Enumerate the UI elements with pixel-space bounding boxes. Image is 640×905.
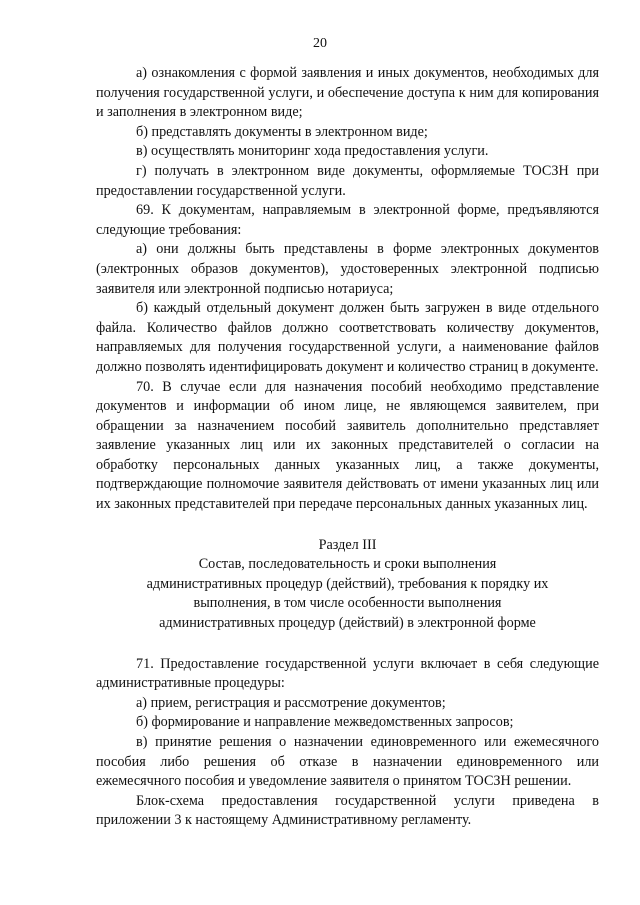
section-subtitle-line: Состав, последовательность и сроки выполнения — [198, 556, 497, 573]
paragraph-block-scheme: Блок-схема предоставления государственной услуги приведена в приложении 3 к настоящему Административному регламенту. — [96, 792, 599, 829]
section-subtitle-line: административных процедур (действий) в электронной форме — [159, 615, 536, 632]
section-title: Раздел III — [318, 536, 377, 553]
section-subtitle-line: выполнения, в том числе особенности выполнения — [193, 595, 502, 612]
body-text — [96, 64, 599, 831]
paragraph-69: 69. К документам, направляемым в электронной форме, предъявляются следующие требования: — [96, 202, 599, 238]
paragraph-item-b-submit-docs: б) представлять документы в электронном виде; — [136, 123, 428, 140]
paragraph-71-item-b: б) формирование и направление межведомственных запросов; — [136, 714, 514, 731]
paragraph-69-item-a: а) они должны быть представлены в форме электронных документов (электронных образов документов), удостоверенных электронной подписью заявителя или электронной подписью нотариуса; — [96, 241, 599, 297]
paragraph-item-a-familiarization: а) ознакомления с формой заявления и иных документов, необходимых для получения государственной услуги, и обеспечение доступа к ним для копирования и заполнения в электронном виде; — [96, 65, 599, 121]
section-heading — [96, 536, 599, 634]
paragraph-69-item-b: б) каждый отдельный документ должен быть загружен в виде отдельного файла. Количество файлов должно соответствовать количеству документов, направляемых для получения государственной услуги, а наименование файлов должно позволять идентифицировать документ и количество страниц в документе. — [96, 300, 599, 375]
paragraph-item-v-monitoring: в) осуществлять мониторинг хода предоставления услуги. — [136, 143, 489, 160]
paragraph-71: 71. Предоставление государственной услуги включает в себя следующие административные процедуры: — [96, 655, 599, 692]
paragraph-71-item-a: а) прием, регистрация и рассмотрение документов; — [136, 694, 446, 711]
paragraph-item-g-receive-docs: г) получать в электронном виде документы, оформляемые ТОСЗН при предоставлении государственной услуги. — [96, 162, 599, 199]
paragraph-71-item-v: в) принятие решения о назначении единовременного или ежемесячного пособия либо решения об отказе в назначении единовременного или ежемесячного пособия и уведомление заявителя о принятом ТОСЗН решении. — [96, 734, 599, 790]
page-number: 20 — [313, 36, 327, 51]
section-subtitle-line: административных процедур (действий), требования к порядку их — [146, 575, 549, 592]
paragraph-70: 70. В случае если для назначения пособий необходимо представление документов и информации об ином лице, не являющемся заявителем, при обращении за назначением пособий заявитель дополнительно представляет заявление указанных лиц или их законных представителей о согласии на обработку персональных данных указанных лиц, а также документы, подтверждающие полномочие заявителя действовать от имени указанных лиц или их законных представителей при передаче персональных данных указанных лиц. — [96, 378, 599, 513]
